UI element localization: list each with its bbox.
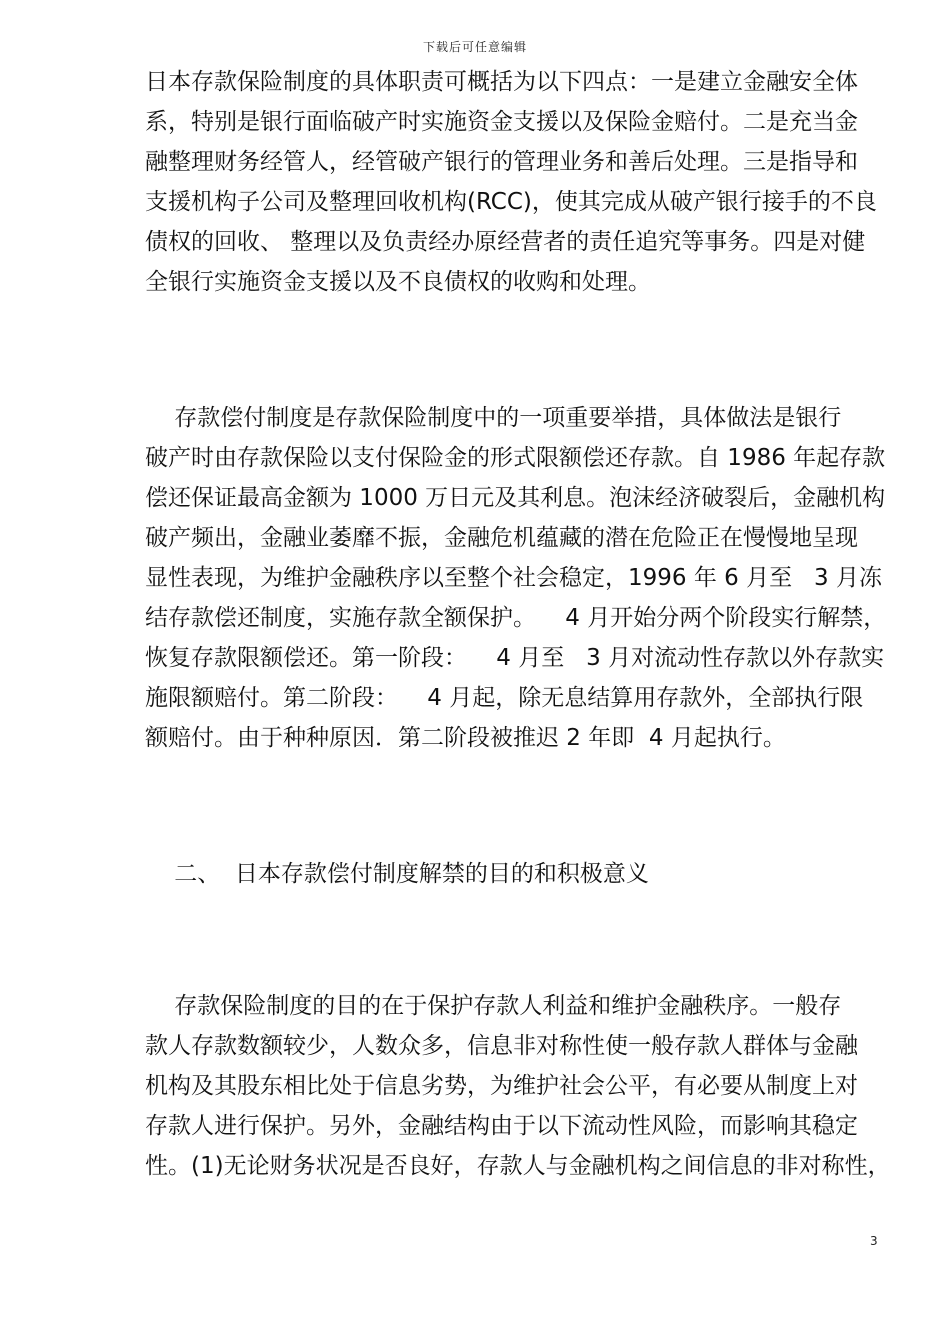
page-header: 下载后可任意编辑 xyxy=(422,40,527,54)
section-heading: 二、 日本存款偿付制度解禁的目的和积极意义 xyxy=(145,861,649,887)
text-line: 破产时由存款保险以支付保险金的形式限额偿还存款。自 1986 年起存款 xyxy=(145,445,886,471)
text-line: 机构及其股东相比处于信息劣势，为维护社会公平，有必要从制度上对 xyxy=(145,1073,858,1099)
text-line: 破产频出，金融业萎靡不振，金融危机蕴藏的潜在危险正在慢慢地呈现 xyxy=(145,525,858,551)
text-line: 全银行实施资金支援以及不良债权的收购和处理。 xyxy=(145,269,651,295)
page-number: 3 xyxy=(870,1234,878,1248)
text-line: 性。(1)无论财务状况是否良好，存款人与金融机构之间信息的非对称性， xyxy=(145,1153,891,1179)
text-line: 施限额赔付。第二阶段： 4 月起，除无息结算用存款外，全部执行限 xyxy=(145,685,864,711)
text-line: 款人存款数额较少，人数众多，信息非对称性使一般存款人群体与金融 xyxy=(145,1033,858,1059)
text-line: 存款偿付制度是存款保险制度中的一项重要举措，具体做法是银行 xyxy=(145,405,842,431)
text-line: 存款人进行保护。另外，金融结构由于以下流动性风险，而影响其稳定 xyxy=(145,1113,858,1139)
text-line: 系，特别是银行面临破产时实施资金支援以及保险金赔付。二是充当金 xyxy=(145,109,858,135)
text-line: 日本存款保险制度的具体职责可概括为以下四点：一是建立金融安全体 xyxy=(145,69,858,95)
text-line: 结存款偿还制度，实施存款全额保护。 4 月开始分两个阶段实行解禁， xyxy=(145,605,887,631)
text-line: 偿还保证最高金额为 1000 万日元及其利息。泡沫经济破裂后，金融机构 xyxy=(145,485,886,511)
text-line: 支援机构子公司及整理回收机构(RCC)，使其完成从破产银行接手的不良 xyxy=(145,189,877,215)
text-line: 恢复存款限额偿还。第一阶段： 4 月至 3 月对流动性存款以外存款实 xyxy=(145,645,885,671)
text-line: 额赔付。由于种种原因．第二阶段被推迟 2 年即 4 月起执行。 xyxy=(145,725,786,751)
text-line: 显性表现，为维护金融秩序以至整个社会稳定，1996 年 6 月至 3 月冻 xyxy=(145,565,882,591)
text-line: 融整理财务经管人，经管破产银行的管理业务和善后处理。三是指导和 xyxy=(145,149,858,175)
text-line: 债权的回收、 整理以及负责经办原经营者的责任追究等事务。四是对健 xyxy=(145,229,866,255)
text-line: 存款保险制度的目的在于保护存款人利益和维护金融秩序。一般存 xyxy=(145,993,842,1019)
